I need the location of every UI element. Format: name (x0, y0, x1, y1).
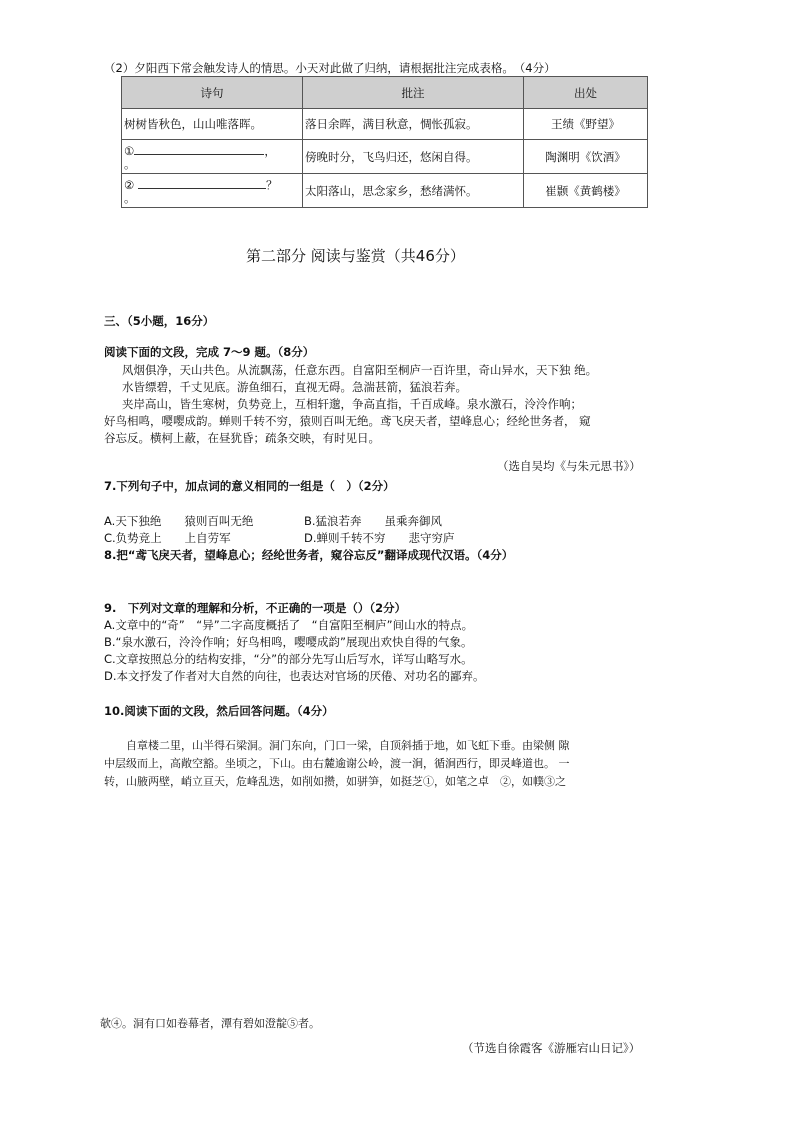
source-cell: 崔颢《黄鹤楼》 (524, 174, 648, 208)
passage-line: 夹岸高山，皆生寒树，负势竞上，互相轩邈，争高直指，千百成峰。泉水激石，泠泠作响； (122, 397, 582, 411)
blank-number: ② (124, 178, 135, 192)
answer-blank-line[interactable] (138, 177, 266, 189)
q10-passage-line: 中层级而上，高敞空豁。坐顷之，下山。由右麓逾谢公岭，渡一涧，循涧西行，即灵峰道也。 一 (104, 757, 570, 770)
q8-stem: 8.把“鸢飞戾天者，望峰息心；经纶世务者，窥谷忘反”翻译成现代汉语。（4分） (104, 548, 514, 562)
header-source: 出处 (524, 77, 648, 109)
q9-option-b[interactable]: B.“泉水激石，泠泠作响；好鸟相鸣，嘤嘤成韵”展现出欢快自得的气象。 (104, 635, 473, 649)
header-note: 批注 (303, 77, 524, 109)
answer-blank-line[interactable] (134, 143, 264, 155)
section3-heading: 三、（5小题，16分） (104, 314, 215, 328)
table-row (122, 140, 648, 174)
blank-number: ① (124, 144, 135, 158)
q7-option-c[interactable]: C.负势竞上 上自劳军 (104, 531, 231, 545)
q7-option-d[interactable]: D.蝉则千转不穷 悲守穷庐 (304, 531, 455, 545)
source-cell: 陶渊明《饮酒》 (524, 140, 648, 174)
note-cell: 太阳落山，思念家乡，愁绪满怀。 (303, 174, 524, 208)
source-cell: 王绩《野望》 (524, 109, 648, 140)
passage-line: 风烟俱净，天山共色。从流飘荡，任意东西。自富阳至桐庐一百许里，奇山异水，天下独 绝。 (122, 363, 598, 377)
q10-stem: 10.阅读下面的文段，然后回答问题。（4分） (104, 704, 334, 718)
reading-intro: 阅读下面的文段，完成 7～9 题。（8分） (104, 345, 315, 359)
q10-passage-line: 转，山腋两壁，峭立亘天，危峰乱迭，如削如攒，如骈笋，如挺芝①，如笔之卓 ②，如幞③之 (104, 775, 566, 788)
q10-passage-line: 欹④。洞有口如卷幕者，潭有碧如澄靛⑤者。 (100, 1017, 320, 1030)
table-row (122, 174, 648, 208)
verse-cell: 树树皆秋色，山山唯落晖。 (122, 109, 303, 140)
poem-table (121, 76, 648, 208)
q7-option-a[interactable]: A.天下独绝 猿则百叫无绝 (104, 514, 254, 528)
verse-blank-cell[interactable] (122, 174, 303, 208)
q10-source: （节选自徐霞客《游雁宕山日记》） (462, 1041, 641, 1055)
header-verse: 诗句 (122, 77, 303, 109)
table-header-row (122, 77, 648, 109)
q2-prompt: （2）夕阳西下常会触发诗人的情思。小天对此做了归纳，请根据批注完成表格。 （4分） (104, 61, 556, 75)
q9-option-d[interactable]: D.本文抒发了作者对大自然的向往，也表达对官场的厌倦、对功名的鄙弃。 (104, 669, 485, 683)
passage-line: 好鸟相鸣，嘤嘤成韵。蝉则千转不穷，猿则百叫无绝。鸢飞戾天者，望峰息心；经纶世务者， 窥 (104, 414, 591, 428)
passage-line: 水皆缥碧，千丈见底。游鱼细石，直视无碍。急湍甚箭，猛浪若奔。 (122, 380, 467, 394)
q10-passage-line: 自章楼二里，山半得石梁洞。洞门东向，门口一梁，自顶斜插于地，如飞虹下垂。由梁侧 隙 (126, 739, 570, 752)
passage-line: 谷忘反。横柯上蔽，在昼犹昏；疏条交映，有时见日。 (104, 431, 380, 445)
passage-source: （选自吴均《与朱元思书》） (497, 459, 641, 473)
note-cell: 傍晚时分，飞鸟归还，悠闲自得。 (303, 140, 524, 174)
verse-blank-cell[interactable] (122, 140, 303, 174)
q7-stem: 7.下列句子中，加点词的意义相同的一组是（ ）（2分） (104, 479, 395, 493)
part2-title: 第二部分 阅读与鉴赏（共46分） (246, 247, 465, 265)
table-row (122, 109, 648, 140)
q9-stem: 9. 下列对文章的理解和分析，不正确的一项是（）（2分） (104, 601, 407, 615)
blank-tail-punct: 。 (124, 191, 136, 205)
blank-tail-punct: 。 (124, 157, 136, 171)
blank-end-punct: ， (264, 144, 276, 158)
q9-option-c[interactable]: C.文章按照总分的结构安排，“分”的部分先写山后写水，详写山略写水。 (104, 652, 473, 666)
q7-option-b[interactable]: B.猛浪若奔 虽乘奔御风 (304, 514, 443, 528)
blank-end-punct: ？ (265, 178, 278, 192)
note-cell: 落日余晖，满目秋意，惆怅孤寂。 (303, 109, 524, 140)
q9-option-a[interactable]: A.文章中的“奇” “异”二字高度概括了 “自富阳至桐庐”间山水的特点。 (104, 618, 474, 632)
